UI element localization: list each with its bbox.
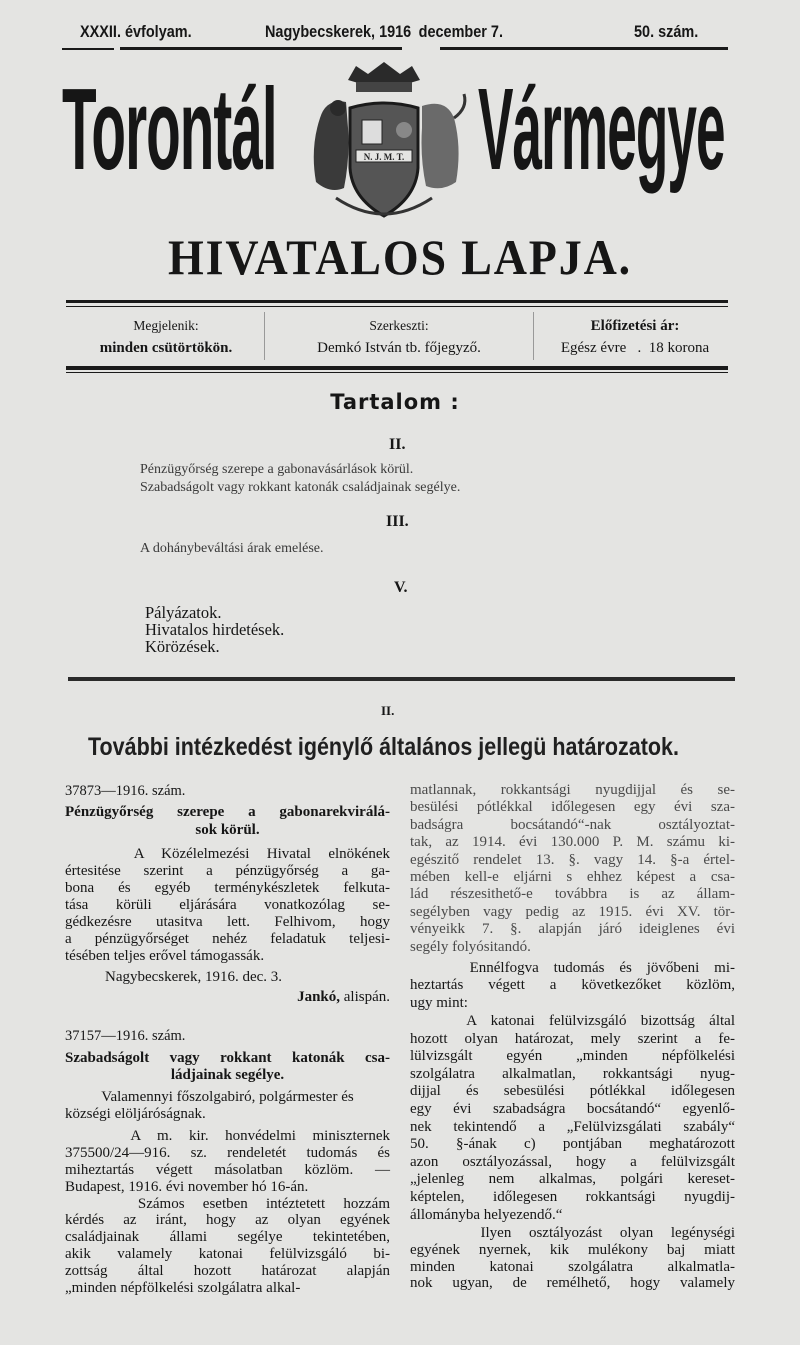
place-date-group bbox=[265, 22, 503, 42]
text-line: 50. §-ának c) pontjában meghatározott bbox=[410, 1136, 735, 1153]
text-line: Szabadságolt vagy rokkant katonák csa- bbox=[65, 1050, 390, 1066]
editor-value: Demkó István tb. főjegyző. bbox=[317, 340, 481, 356]
divider bbox=[66, 306, 728, 307]
text-line: gédkezésre utasitva lett. Felhivom, hogy bbox=[65, 914, 390, 930]
text-line: besülési pótlékkal időlegesen egy évi sza- bbox=[410, 799, 735, 816]
text-line: segélyben vagy pedig az 1915. évi XV. tör- bbox=[410, 903, 735, 920]
text-line: községi elöljáróságnak. bbox=[65, 1106, 206, 1122]
text-line: értesitése szerint a pénzügyőrség a ga- bbox=[65, 863, 390, 879]
place-date: Nagybecskerek, 1916 bbox=[265, 22, 416, 41]
text-line: „jelenleg nem alkalmas, polgári kereset- bbox=[410, 1171, 735, 1188]
appears-label: Megjelenik: bbox=[133, 318, 199, 333]
text-line: segély folyósitandó. bbox=[410, 938, 531, 955]
text-line: Számos esetben intéztetett hozzám bbox=[65, 1195, 390, 1212]
divider bbox=[264, 312, 265, 360]
date-rest: december 7. bbox=[418, 22, 503, 41]
coat-of-arms-icon bbox=[296, 58, 472, 230]
text-line: ládjainak segélye. bbox=[170, 1067, 285, 1083]
text-line: heztartás végett a következőket közlöm, bbox=[410, 977, 735, 994]
text-line: sok körül. bbox=[195, 822, 260, 838]
masthead-left-word: Torontál bbox=[62, 65, 277, 195]
text-line: egy évi szabadságra bocsátandó“ egyenlő- bbox=[410, 1100, 735, 1117]
article-number: 37157—1916. szám. bbox=[65, 1028, 186, 1044]
text-line: szolgálatra alkalmatlan, rokkantsági nyug- bbox=[410, 1065, 735, 1082]
text-line: Ennélfogva tudomás és jövőbeni mi- bbox=[410, 960, 735, 976]
text-line: tak, az 1914. évi 130.000 P. M. számu ki- bbox=[410, 834, 735, 851]
text-line: azon osztályozással, hogy a felülvizsgált bbox=[410, 1153, 735, 1170]
text-line: nek tekintendő a „Felülvizsgálati szabály“ bbox=[410, 1118, 735, 1135]
price-block bbox=[538, 315, 732, 359]
editor-label: Szerkeszti: bbox=[369, 318, 429, 333]
text-line: matlannak, rokkantsági nyugdijjal és se- bbox=[410, 782, 735, 798]
divider bbox=[120, 47, 402, 50]
divider bbox=[62, 48, 114, 50]
divider bbox=[66, 372, 728, 373]
article-place-date: Nagybecskerek, 1916. dec. 3. bbox=[105, 969, 283, 985]
article-body bbox=[410, 782, 735, 956]
article-number: 37873—1916. szám. bbox=[65, 783, 186, 799]
text-line: állományba helyezendő.“ bbox=[410, 1206, 563, 1223]
text-line: mében kell-e eljárni s ehhez képest a csa- bbox=[410, 868, 735, 885]
text-line: képtelen, időlegesen rokkantsági nyugdij- bbox=[410, 1188, 735, 1205]
text-line: „minden népfölkelési szolgálatra alkal- bbox=[65, 1280, 301, 1297]
section-heading: További intézkedést igénylő általános jellegü határozatok. bbox=[88, 733, 679, 761]
toc-item: A dohánybeváltási árak emelése. bbox=[140, 541, 324, 556]
text-line: hozott olyan határozat, mely szerint a fe- bbox=[410, 1030, 735, 1047]
article-title bbox=[65, 1050, 390, 1084]
text-line: 375500/24—916. sz. rendeletét tudomás és bbox=[65, 1144, 390, 1161]
price-label: Előfizetési ár: bbox=[590, 318, 680, 334]
text-line: Valamennyi főszolgabiró, polgármester és bbox=[101, 1089, 354, 1105]
text-line: kérdés az iránt, hogy az olyan egyének bbox=[65, 1212, 390, 1229]
text-line: badságra bocsátandó“-nak osztályoztat- bbox=[410, 816, 735, 833]
signature-title: alispán. bbox=[340, 989, 390, 1005]
text-line: bona és egyéb terménykészletek felkuta- bbox=[65, 880, 390, 896]
text-line: zottság által hozott határozat alapján bbox=[65, 1263, 390, 1280]
article-body bbox=[410, 1225, 735, 1292]
masthead-right-word: Vármegye bbox=[478, 65, 725, 195]
article-signature bbox=[65, 988, 390, 1007]
divider bbox=[440, 47, 728, 50]
volume-label: XXXII. évfolyam. bbox=[80, 22, 192, 41]
text-line: lülvizsgált egyén „minden népfölkelési bbox=[410, 1048, 735, 1065]
text-line: lád részesithető-e továbbra is az állam- bbox=[410, 886, 735, 903]
toc-item: Hivatalos hirdetések. bbox=[145, 620, 285, 639]
article-body bbox=[65, 1128, 390, 1297]
text-line: tésében teljes erővel támogassák. bbox=[65, 948, 265, 964]
toc-item: Pénzügyőrség szerepe a gabonavásárlások körül. bbox=[140, 462, 414, 477]
text-line: miheztartás végett másolatban közlöm. — bbox=[65, 1161, 390, 1178]
toc-item: Pályázatok. bbox=[145, 603, 222, 622]
text-line: nok ugyan, de remélhető, hogy valamely bbox=[410, 1275, 735, 1292]
article-title bbox=[65, 803, 390, 839]
text-line: Ilyen osztályozást olyan legénységi bbox=[410, 1225, 735, 1241]
editor-block bbox=[268, 315, 530, 359]
text-line: Pénzügyőrség szerepe a gabonarekvirálá- bbox=[65, 804, 390, 820]
text-line: dijjal és sebesülési pótlékkal időlegesen bbox=[410, 1083, 735, 1100]
article-body bbox=[65, 846, 390, 965]
article-body bbox=[410, 960, 735, 1012]
text-line: egyének nyernek, kik mulékony baj miatt bbox=[410, 1241, 735, 1258]
text-line: A m. kir. honvédelmi miniszternek bbox=[65, 1128, 390, 1144]
toc-title: Tartalom : bbox=[330, 390, 460, 414]
toc-item: Körözések. bbox=[145, 637, 220, 656]
toc-section-numeral: V. bbox=[394, 579, 408, 596]
article-address bbox=[65, 1089, 390, 1123]
text-line: egészitő rendelet 13. §. vagy 14. §-a értel- bbox=[410, 851, 735, 868]
appears-block bbox=[66, 315, 266, 359]
toc-item: Szabadságolt vagy rokkant katonák családjainak segélye. bbox=[140, 480, 461, 495]
divider bbox=[66, 366, 728, 370]
text-line: ugy mint: bbox=[410, 994, 468, 1011]
toc-section-numeral: III. bbox=[386, 513, 409, 530]
text-line: akik valamely katonai felülvizsgáló bi- bbox=[65, 1246, 390, 1263]
text-line: A katonai felülvizsgáló bizottság által bbox=[410, 1013, 735, 1029]
appears-value: minden csütörtökön. bbox=[99, 340, 233, 356]
divider bbox=[533, 312, 534, 360]
article-body bbox=[410, 1013, 735, 1224]
section-numeral: II. bbox=[381, 703, 395, 718]
text-line: Budapest, 1916. évi november hó 16-án. bbox=[65, 1178, 309, 1195]
divider bbox=[68, 677, 735, 681]
divider bbox=[66, 300, 728, 303]
svg-text:N. J. M. T.: N. J. M. T. bbox=[363, 152, 405, 162]
masthead-subtitle: HIVATALOS LAPJA. bbox=[168, 229, 632, 285]
text-line: A Közélelmezési Hivatal elnökének bbox=[65, 846, 390, 862]
text-line: vényeikk 7. §. alapján járó ideiglenes évi bbox=[410, 921, 735, 938]
text-line: a pénzügyőrséget nehéz feladatuk teljesi- bbox=[65, 931, 390, 947]
issue-number: 50. szám. bbox=[634, 22, 699, 41]
price-value: Egész évre . 18 korona bbox=[560, 340, 710, 356]
text-line: tása körüli eljárására vonatkozólag se- bbox=[65, 897, 390, 913]
text-line: minden katonai szolgálatra alkalmatla- bbox=[410, 1258, 735, 1275]
text-line: családjainak állami segélye tekintetében, bbox=[65, 1229, 390, 1246]
toc-section-numeral: II. bbox=[389, 436, 406, 453]
signature-name: Jankó, bbox=[297, 989, 340, 1005]
